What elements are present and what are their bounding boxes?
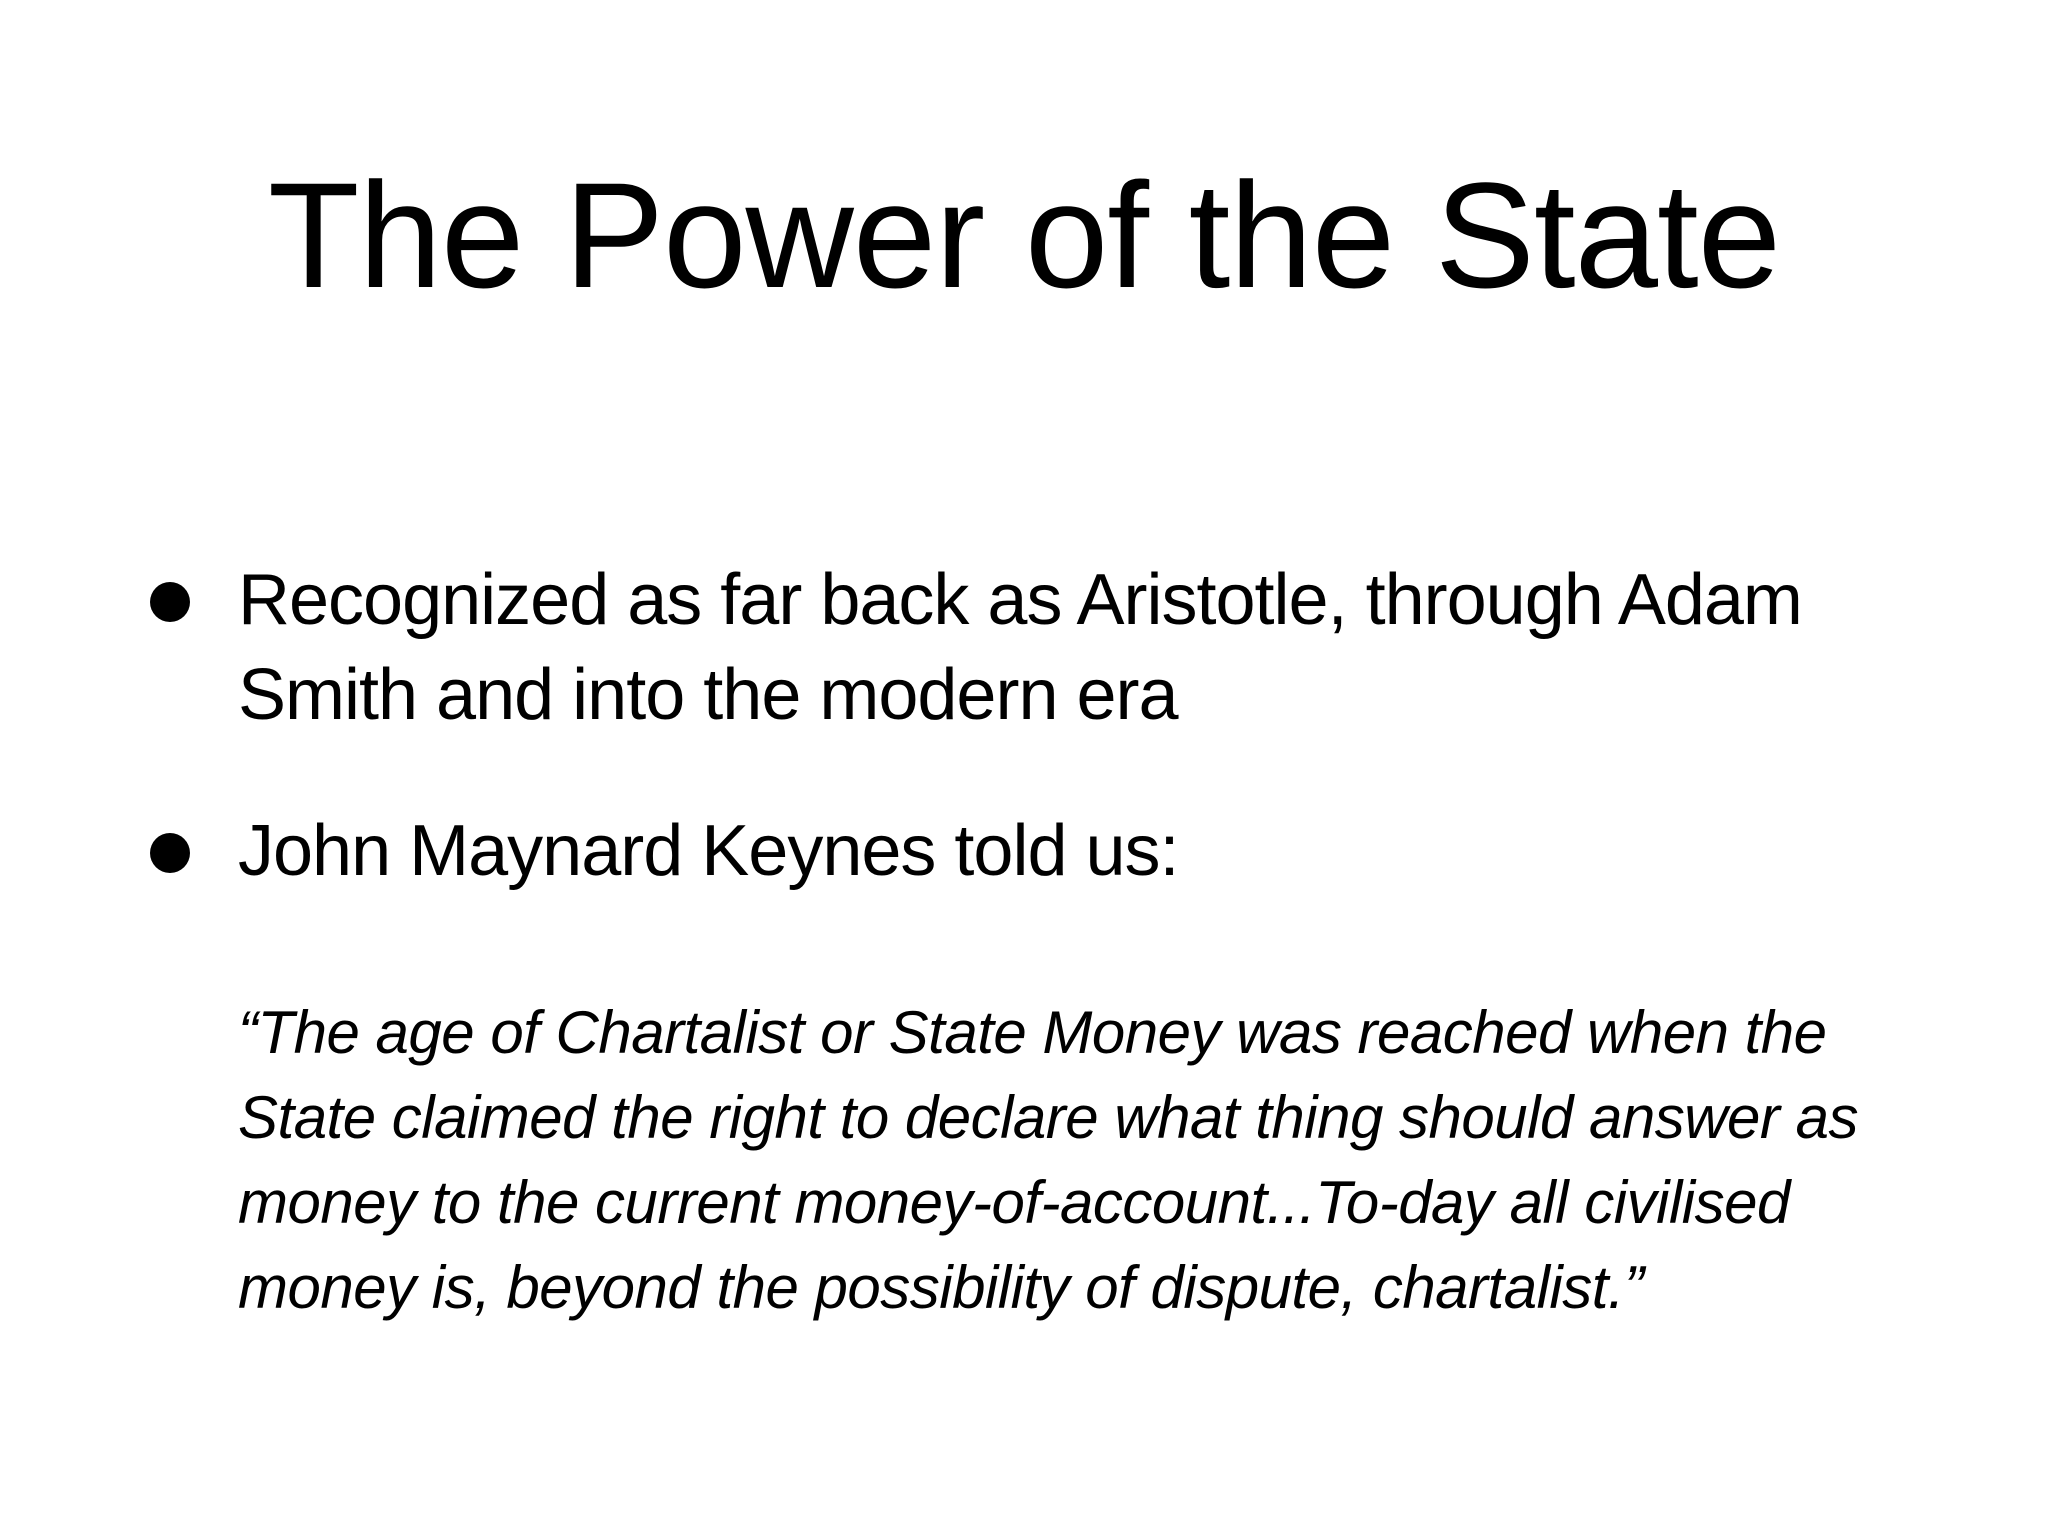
quote-line: “The age of Chartalist or State Money was reached when the: [238, 999, 1827, 1066]
quote-line: money is, beyond the possibility of dispute, chartalist.”: [238, 1254, 1644, 1321]
quote-line: State claimed the right to declare what thing should answer as: [238, 1084, 1858, 1151]
quote-line: money to the current money-of-account...To-day all civilised: [238, 1169, 1790, 1236]
bullet-item-2-line-1: John Maynard Keynes told us:: [238, 811, 1179, 891]
bullet-item-1-line-1: Recognized as far back as Aristotle, through Adam: [238, 560, 1802, 640]
bullet-item-1-line-2: Smith and into the modern era: [238, 655, 1178, 735]
keynes-quote: [238, 990, 1978, 1330]
bullet-dot: [150, 582, 190, 622]
slide-title: The Power of the State: [267, 151, 1781, 319]
bullet-dot: [150, 833, 190, 873]
